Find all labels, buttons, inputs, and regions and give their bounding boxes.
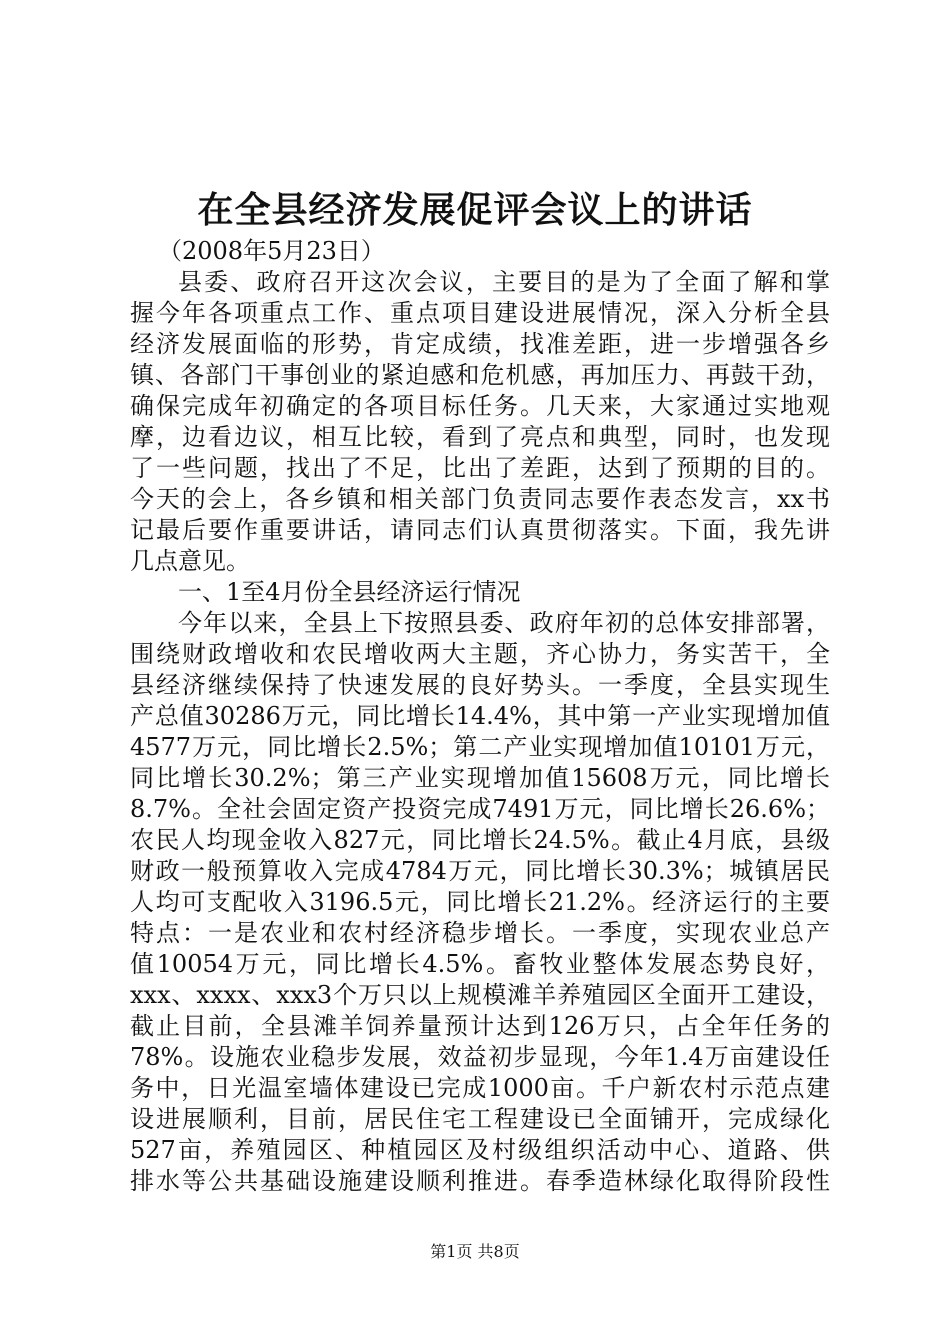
text-line: 记最后要作重要讲话，请同志们认真贯彻落实。下面，我先讲 <box>130 516 830 544</box>
text-line: 设进展顺利，目前，居民住宅工程建设已全面铺开，完成绿化 <box>130 1105 830 1133</box>
text-line: 78%。设施农业稳步发展，效益初步显现，今年1.4万亩建设任 <box>130 1043 830 1071</box>
text-line: 经济发展面临的形势，肯定成绩，找准差距，进一步增强各乡 <box>130 330 830 358</box>
document-title: 在全县经济发展促评会议上的讲话 <box>197 189 753 231</box>
text-line: 确保完成年初确定的各项目标任务。几天来，大家通过实地观 <box>130 392 830 420</box>
text-line: 摩，边看边议，相互比较，看到了亮点和典型，同时，也发现 <box>130 423 830 451</box>
document-body <box>130 236 830 1197</box>
text-line: 县经济继续保持了快速发展的良好势头。一季度，全县实现生 <box>130 671 830 699</box>
text-line: 同比增长30.2%；第三产业实现增加值15608万元，同比增长 <box>130 764 830 792</box>
text-line: 务中，日光温室墙体建设已完成1000亩。千户新农村示范点建 <box>130 1074 830 1102</box>
text-line: 县委、政府召开这次会议，主要目的是为了全面了解和掌 <box>178 268 830 296</box>
text-line: 特点：一是农业和农村经济稳步增长。一季度，实现农业总产 <box>130 919 830 947</box>
text-line: 527亩，养殖园区、种植园区及村级组织活动中心、道路、供 <box>130 1136 830 1164</box>
text-line: 围绕财政增收和农民增收两大主题，齐心协力，务实苦干，全 <box>130 640 830 668</box>
text-line: xxx、xxxx、xxx3个万只以上规模滩羊养殖园区全面开工建设， <box>130 981 830 1009</box>
text-line: 握今年各项重点工作、重点项目建设进展情况，深入分析全县 <box>130 299 830 327</box>
page-footer: 第1页 共8页 <box>430 1242 520 1261</box>
text-line: 几点意见。 <box>130 547 250 575</box>
text-line: 排水等公共基础设施建设顺利推进。春季造林绿化取得阶段性 <box>130 1167 830 1195</box>
text-line: 今年以来，全县上下按照县委、政府年初的总体安排部署， <box>178 609 830 637</box>
text-line: 4577万元，同比增长2.5%；第二产业实现增加值10101万元， <box>130 733 830 761</box>
text-line: 产总值30286万元，同比增长14.4%，其中第一产业实现增加值 <box>130 702 830 730</box>
text-line: 人均可支配收入3196.5元，同比增长21.2%。经济运行的主要 <box>130 888 830 916</box>
text-line: 了一些问题，找出了不足，比出了差距，达到了预期的目的。 <box>130 454 830 482</box>
text-line: 8.7%。全社会固定资产投资完成7491万元，同比增长26.6%； <box>130 795 830 823</box>
text-line: 值10054万元，同比增长4.5%。畜牧业整体发展态势良好， <box>130 950 830 978</box>
text-line: 截止目前，全县滩羊饲养量预计达到126万只，占全年任务的 <box>130 1012 830 1040</box>
date-line: （2008年5月23日） <box>158 237 385 265</box>
text-line: 农民人均现金收入827元，同比增长24.5%。截止4月底，县级 <box>130 826 830 854</box>
text-line: 今天的会上，各乡镇和相关部门负责同志要作表态发言，xx书 <box>130 485 830 513</box>
text-line: 财政一般预算收入完成4784万元，同比增长30.3%；城镇居民 <box>130 857 830 885</box>
text-line: 镇、各部门干事创业的紧迫感和危机感，再加压力、再鼓干劲， <box>130 361 830 389</box>
section-heading: 一、1至4月份全县经济运行情况 <box>178 578 521 606</box>
